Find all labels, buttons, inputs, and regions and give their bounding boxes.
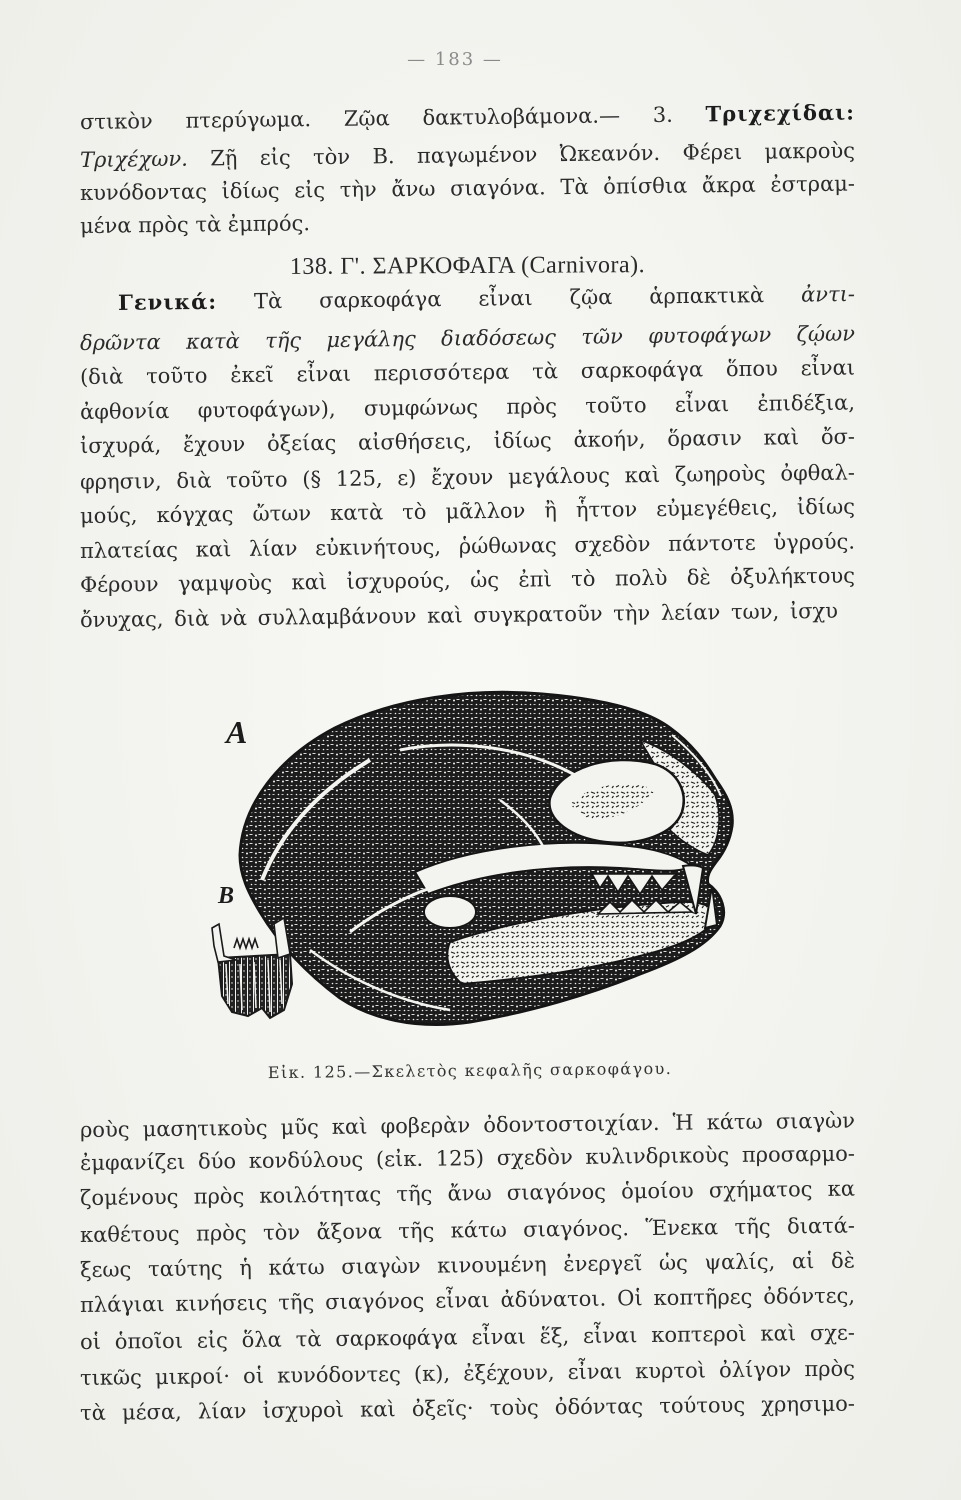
figure-label-a: A (226, 714, 248, 750)
text-run: Τὰ σαρκοφάγα εἶναι ζῷα ἁρπακτικὰ (216, 282, 802, 314)
text-line (118, 279, 855, 318)
tooth-cusps (234, 939, 258, 948)
bold-term: Γενικά: (117, 288, 218, 315)
text-line: τικῶς μικροί· οἱ κυνόδοντες (κ), ἐξέχουν, εἶναι κυρτοὶ ὀλίγον πρὸς (79, 1356, 856, 1390)
text-run: στικὸν πτερύγωμα. Ζῷα δακτυλοβάμονα.— 3. (79, 102, 706, 134)
text-line: πλάγιαι κινήσεις τῆς σιαγόνος εἶναι ἀδύνατοι. Οἱ κοπτῆρες ὀδόντες, (79, 1283, 856, 1317)
figure-label-b: B (218, 883, 235, 909)
text-run: Ζῇ εἰς τὸν Β. παγωμένον Ὠκεανόν. Φέρει μακροὺς (187, 138, 856, 171)
text-line: ροὺς μασητικοὺς μῦς καὶ φοβερὰν ὀδοντοστοιχίαν. Ἡ κάτω σιαγὼν (79, 1108, 856, 1142)
section-heading: 138. Γ'. ΣΑΡΚΟΦΑΓΑ (Carnivora). (289, 252, 646, 280)
text-line: κυνόδοντας ἰδίως εἰς τὴν ἄνω σιαγόνα. Τὰ ὀπίσθια ἄκρα ἐστραμ- (79, 171, 856, 205)
text-line: ἀφθονία φυτοφάγων), συμφώνως πρὸς τοῦτο εἶναι ἐπιδέξια, (79, 390, 856, 424)
text-line: πλατείας καὶ λίαν εὐκινήτους, ῥώθωνας σχεδὸν πάντοτε ὑγρούς. (79, 529, 856, 563)
text-line: οἱ ὁποῖοι εἰς ὅλα τὰ σαρκοφάγα εἶναι ἕξ, εἶναι κοπτεροὶ καὶ σχε- (79, 1320, 856, 1354)
text-line (80, 98, 855, 137)
text-line: φρησιν, διὰ τοῦτο (§ 125, ε) ἔχουν μεγάλους καὶ ζωηροὺς ὀφθαλ- (79, 460, 856, 494)
text-line: τὰ μέσα, λίαν ἰσχυροὶ καὶ ὀξεῖς· τοὺς ὀδόντας τούτους χρησιμο- (79, 1391, 856, 1425)
text-line: (διὰ τοῦτο ἐκεῖ εἶναι περισσότερα τὰ σαρκοφάγα ὅπου εἶναι (79, 355, 856, 389)
text-line: καθέτους πρὸς τὸν ἄξονα τῆς κάτω σιαγόνος. Ἕνεκα τῆς διατά- (79, 1213, 856, 1247)
tooth-right-prong (274, 918, 290, 958)
text-line: ἐμφανίζει δύο κονδύλους (εἰκ. 125) σχεδὸν κυλινδρικοὺς προσαρμο- (79, 1141, 856, 1175)
text-line: ὄνυχας, διὰ νὰ συλλαμβάνουν καὶ συγκρατοῦν τὴν λείαν των, ἰσχυ (79, 598, 839, 632)
italic-term: Τριχέχων. (79, 146, 189, 172)
text-line: ἰσχυρά, ἔχουν ὀξείας αἰσθήσεις, ἰδίως ἀκοήν, ὅρασιν καὶ ὄσ- (79, 424, 856, 458)
text-line: μούς, κόγχας ὤτων κατὰ τὸ μᾶλλον ἢ ἧττον εὐμεγέθεις, ἰδίως (79, 494, 856, 528)
text-line: δρῶντα κατὰ τῆς μεγάλης διαδόσεως τῶν φυτοφάγων ζῴων (79, 321, 856, 355)
bold-term: Τριχεχίδαι: (705, 99, 856, 127)
text-line: μένα πρὸς τὰ ἐμπρός. (79, 211, 311, 238)
tooth-detail-illustration (204, 914, 300, 1026)
text-line: ξεως ταύτης ἡ κάτω σιαγὼν κινουμένη ἐνεργεῖ ὡς ψαλίς, αἱ δὲ (79, 1248, 856, 1282)
italic-term: ἀντι- (800, 281, 856, 307)
text-line: Φέρουν γαμψοὺς καὶ ἰσχυρούς, ὡς ἐπὶ τὸ πολὺ δὲ ὀξυλήκτους (79, 563, 856, 597)
auditory-bulla (424, 896, 476, 928)
page-number: — 183 — (407, 49, 503, 70)
text-line: ζομένους πρὸς κοιλότητας τῆς ἄνω σιαγόνος ὁμοίου σχήματος κα (79, 1176, 856, 1210)
figure-caption: Εἰκ. 125.—Σκελετὸς κεφαλῆς σαρκοφάγου. (267, 1058, 673, 1083)
